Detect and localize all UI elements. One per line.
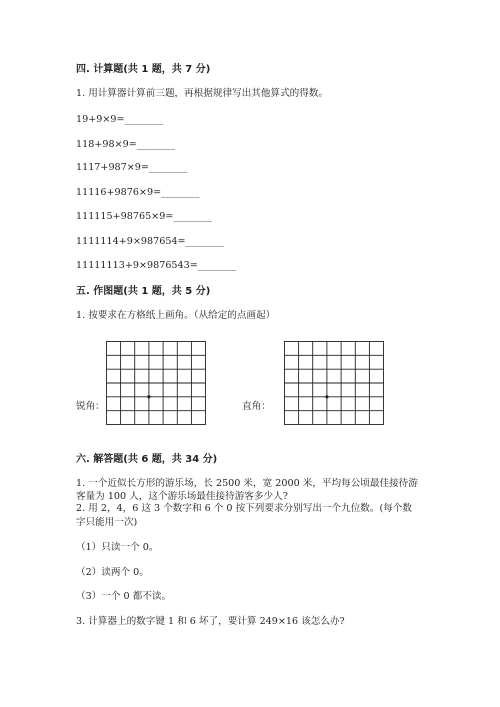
acute-angle-label: 锐角： — [76, 401, 105, 412]
section-6-q1-line1: 1. 一个近似长方形的游乐场，长 2500 米，宽 2000 米，平均每公顷最佳接待游 — [76, 478, 418, 489]
section-4-question-1: 1. 用计算器计算前三题，再根据规律写出其他算式的得数。 — [76, 88, 329, 99]
section-6-q1-line2: 客量为 100 人，这个游乐场最佳接待游客多少人? — [76, 491, 288, 502]
section-6-q2-line1: 2. 用 2，4，6 这 3 个数字和 6 个 0 按下列要求分别写出一个九位数。(每个数 — [76, 503, 412, 514]
calc-line-4: 11116+9876×9=________ — [76, 187, 200, 198]
calc-line-3: 1117+987×9=________ — [76, 162, 188, 173]
section-6-q2-line2: 字只能用一次) — [76, 517, 138, 528]
right-angle-label: 直角： — [242, 401, 271, 412]
section-6-q2-sub2: （2）读两个 0。 — [76, 567, 149, 578]
grid-paper-right — [284, 341, 385, 426]
grid-paper-acute — [106, 341, 207, 426]
section-6-q2-sub3: （3）一个 0 都不读。 — [76, 591, 172, 602]
calc-line-7: 11111113+9×9876543=________ — [76, 260, 237, 271]
section-5-question-1: 1. 按要求在方格纸上画角。（从给定的点画起） — [76, 310, 276, 321]
start-point-right — [325, 395, 328, 398]
section-6-q3: 3. 计算器上的数字键 1 和 6 坏了，要计算 249×16 该怎么办? — [76, 616, 345, 627]
calc-line-6: 1111114+9×987654=________ — [76, 236, 224, 247]
calc-line-2: 118+98×9=________ — [76, 139, 176, 150]
section-6-title: 六. 解答题(共 6 题，共 34 分) — [76, 454, 218, 465]
calc-line-5: 111115+98765×9=________ — [76, 211, 212, 222]
section-4-title: 四. 计算题(共 1 题，共 7 分) — [76, 64, 211, 75]
section-6-q2-sub1: （1）只读一个 0。 — [76, 542, 159, 553]
start-point-acute — [147, 395, 150, 398]
section-5-title: 五. 作图题(共 1 题，共 5 分) — [76, 286, 211, 297]
calc-line-1: 19+9×9=________ — [76, 114, 163, 125]
